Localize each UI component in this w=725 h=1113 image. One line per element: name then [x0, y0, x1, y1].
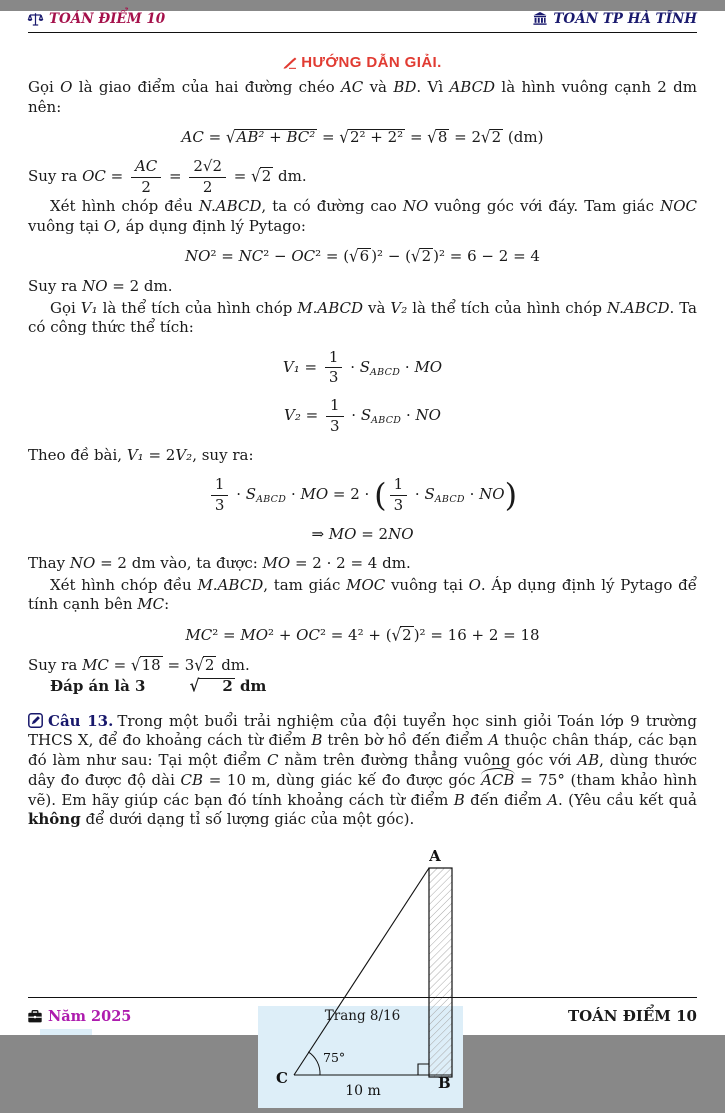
paragraph: Theo đề bài, V₁ = 2V₂, suy ra:	[28, 445, 254, 464]
pencil-square-icon	[28, 713, 43, 728]
paragraph: Gọi O là giao điểm của hai đường chéo AC và BD. Vì ABCD là hình vuông cạnh 2 dm nên:	[28, 78, 697, 116]
pencil-icon	[283, 57, 297, 69]
bank-icon	[533, 12, 547, 26]
figure-label-c: C	[276, 1069, 288, 1088]
page-content	[28, 54, 697, 1113]
paragraph: Suy ra MC = √18 = 3√2 dm.	[28, 654, 250, 675]
document-page	[0, 11, 725, 1100]
footer-brand: TOÁN ĐIỂM 10	[567, 1007, 697, 1025]
figure-label-a: A	[429, 847, 441, 866]
header-right-brand	[533, 11, 697, 27]
angle-label: 75°	[323, 1050, 346, 1066]
header-left-brand-label: TOÁN ĐIỂM 10	[49, 11, 166, 27]
paragraph: Thay NO = 2 dm vào, ta được: MO = 2 · 2 = 4 dm.	[28, 554, 411, 573]
equation: NO² = NC² − OC² = (√6 )² − (√2 )² = 6 − 2 = 4	[185, 246, 540, 267]
paragraph: Xét hình chóp đều M.ABCD, tam giác MOC vuông tại O. Áp dụng định lý Pytago để tính cạnh bên MC:	[28, 575, 697, 614]
question-13	[28, 712, 697, 831]
solution-body	[28, 78, 697, 697]
solution-heading	[28, 54, 697, 71]
tower-rect	[429, 868, 452, 1077]
briefcase-icon	[28, 1010, 42, 1023]
question-text: Trong một buổi trải nghiệm của đội tuyển học sinh giỏi Toán lớp 9 trường THCS X, để đo khoảng cách từ điểm B trên bờ hồ đến điểm A thuộc chân tháp, các bạn đó làm như sau: Tại một điểm C nằm trên đường thẳng vuông góc với AB, dùng thước dây đo được độ dài CB = 10 m, dùng giác kế đo được góc ACB = 75° (tham khảo hình vẽ). Em hãy giúp các bạn đó tính khoảng cách từ điểm B đến điểm A. (Yêu cầu kết quả không để dưới dạng tỉ số lượng giác của một góc).	[28, 711, 697, 829]
paragraph: Suy ra NO = 2 dm.	[28, 277, 173, 295]
equation: ⇒ MO = 2NO	[311, 524, 414, 543]
triangle-tower-figure	[250, 843, 475, 1113]
equation: AC = √AB² + BC² = √2² + 2² = √8 = 2√2 (dm)	[181, 126, 544, 148]
paragraph: Gọi V₁ là thể tích của hình chóp M.ABCD và V₂ là thể tích của hình chóp N.ABCD. Ta có công thức thể tích:	[28, 298, 698, 336]
base-length-label: 10 m	[345, 1083, 381, 1100]
page-header	[28, 11, 697, 33]
figure-label-b: B	[438, 1074, 451, 1093]
figure	[28, 843, 697, 1113]
paragraph: Xét hình chóp đều N.ABCD, ta có đường cao NO vuông góc với đáy. Tam giác NOC vuông tại O, áp dụng định lý Pytago:	[28, 197, 697, 235]
page-footer	[28, 997, 697, 1025]
footer-year-label: Năm 2025	[48, 1007, 132, 1025]
bottom-edge-strip	[40, 1029, 92, 1035]
question-label: Câu 13.	[48, 711, 114, 730]
paragraph: Đáp án là 3 √ 2 dm	[50, 675, 267, 696]
equation: MC² = MO² + OC² = 4² + (√2 )² = 16 + 2 = 18	[185, 624, 540, 645]
scales-icon	[28, 12, 43, 27]
header-right-brand-label: TOÁN TP HÀ TĨNH	[553, 11, 697, 27]
equation: V₁ = $\frac{1}{3}$ · $S_{ABCD}$ · MO	[282, 347, 443, 387]
header-left-brand	[28, 11, 165, 27]
footer-page-number: Trang 8/16	[324, 1008, 401, 1024]
paragraph: Suy ra OC = $\frac{AC}{2}$ = $\frac{2√2}{2}$ = √2 dm.	[28, 156, 307, 196]
solution-heading-label: HƯỚNG DẪN GIẢI.	[301, 54, 442, 71]
footer-year	[28, 1008, 251, 1025]
equation: V₂ = $\frac{1}{3}$ · $S_{ABCD}$ · NO	[284, 396, 441, 435]
equation: $\frac{1}{3}$ · $S_{ABCD}$ · MO = 2 · ( $\frac{1}{3}$ · $S_{ABCD} \cdot NO$)	[28, 476, 697, 514]
